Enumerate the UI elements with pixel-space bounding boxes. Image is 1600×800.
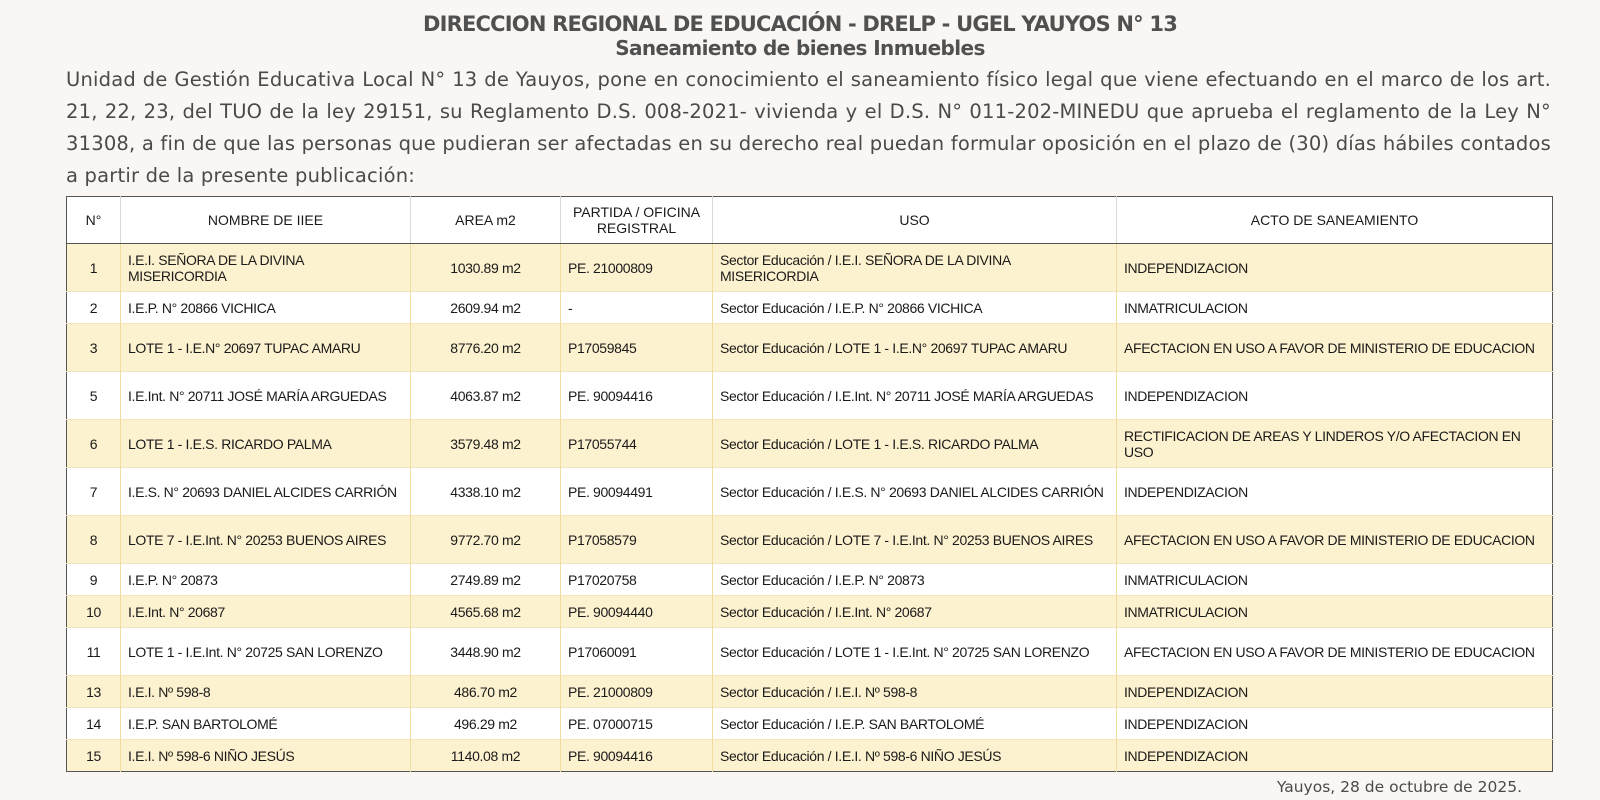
cell-acto: AFECTACION EN USO A FAVOR DE MINISTERIO DE EDUCACION xyxy=(1117,516,1553,564)
table-row xyxy=(67,708,1553,740)
table-row xyxy=(67,292,1553,324)
cell-uso: Sector Educación / I.E.I. SEÑORA DE LA DIVINA MISERICORDIA xyxy=(713,244,1117,292)
cell-nombre: I.E.P. SAN BARTOLOMÉ xyxy=(121,708,411,740)
properties-table xyxy=(66,196,1553,772)
cell-area: 486.70 m2 xyxy=(411,676,561,708)
cell-partida: PE. 21000809 xyxy=(561,676,713,708)
table-row xyxy=(67,372,1553,420)
cell-uso: Sector Educación / I.E.S. N° 20693 DANIEL ALCIDES CARRIÓN xyxy=(713,468,1117,516)
cell-partida: P17059845 xyxy=(561,324,713,372)
cell-area: 1140.08 m2 xyxy=(411,740,561,772)
cell-nombre: I.E.S. N° 20693 DANIEL ALCIDES CARRIÓN xyxy=(121,468,411,516)
cell-nombre: I.E.I. Nº 598-8 xyxy=(121,676,411,708)
cell-partida: PE. 07000715 xyxy=(561,708,713,740)
cell-uso: Sector Educación / I.E.P. N° 20866 VICHICA xyxy=(713,292,1117,324)
cell-uso: Sector Educación / I.E.I. Nº 598-8 xyxy=(713,676,1117,708)
cell-number: 8 xyxy=(67,516,121,564)
cell-nombre: I.E.P. N° 20866 VICHICA xyxy=(121,292,411,324)
cell-acto: AFECTACION EN USO A FAVOR DE MINISTERIO DE EDUCACION xyxy=(1117,628,1553,676)
cell-uso: Sector Educación / LOTE 1 - I.E.N° 20697 TUPAC AMARU xyxy=(713,324,1117,372)
cell-acto: INMATRICULACION xyxy=(1117,596,1553,628)
table-row xyxy=(67,740,1553,772)
table-row xyxy=(67,468,1553,516)
cell-partida: P17055744 xyxy=(561,420,713,468)
column-header-nombre: NOMBRE DE IIEE xyxy=(121,197,411,244)
cell-number: 7 xyxy=(67,468,121,516)
cell-nombre: I.E.I. SEÑORA DE LA DIVINA MISERICORDIA xyxy=(121,244,411,292)
column-header-uso: USO xyxy=(713,197,1117,244)
cell-acto: INDEPENDIZACION xyxy=(1117,468,1553,516)
cell-partida: PE. 90094416 xyxy=(561,740,713,772)
cell-number: 3 xyxy=(67,324,121,372)
cell-area: 4338.10 m2 xyxy=(411,468,561,516)
page-title: DIRECCION REGIONAL DE EDUCACIÓN - DRELP - UGEL YAUYOS N° 13 xyxy=(422,12,1178,36)
cell-uso: Sector Educación / LOTE 7 - I.E.Int. N° 20253 BUENOS AIRES xyxy=(713,516,1117,564)
cell-number: 13 xyxy=(67,676,121,708)
cell-area: 4565.68 m2 xyxy=(411,596,561,628)
table-row xyxy=(67,676,1553,708)
cell-nombre: I.E.P. N° 20873 xyxy=(121,564,411,596)
table-header-row xyxy=(67,197,1553,244)
cell-partida: - xyxy=(561,292,713,324)
table-row xyxy=(67,516,1553,564)
column-header-area: AREA m2 xyxy=(411,197,561,244)
cell-partida: P17060091 xyxy=(561,628,713,676)
table-row xyxy=(67,324,1553,372)
cell-acto: INDEPENDIZACION xyxy=(1117,372,1553,420)
page-subtitle: Saneamiento de bienes Inmuebles xyxy=(615,36,985,60)
cell-uso: Sector Educación / I.E.Int. N° 20711 JOSÉ MARÍA ARGUEDAS xyxy=(713,372,1117,420)
cell-area: 2609.94 m2 xyxy=(411,292,561,324)
cell-uso: Sector Educación / I.E.P. SAN BARTOLOMÉ xyxy=(713,708,1117,740)
cell-number: 11 xyxy=(67,628,121,676)
table-row xyxy=(67,244,1553,292)
cell-nombre: I.E.I. Nº 598-6 NIÑO JESÚS xyxy=(121,740,411,772)
cell-partida: PE. 90094440 xyxy=(561,596,713,628)
cell-partida: PE. 90094491 xyxy=(561,468,713,516)
column-header-acto: ACTO DE SANEAMIENTO xyxy=(1117,197,1553,244)
cell-number: 6 xyxy=(67,420,121,468)
cell-nombre: I.E.Int. N° 20711 JOSÉ MARÍA ARGUEDAS xyxy=(121,372,411,420)
cell-acto: INDEPENDIZACION xyxy=(1117,740,1553,772)
cell-nombre: LOTE 1 - I.E.N° 20697 TUPAC AMARU xyxy=(121,324,411,372)
cell-partida: P17020758 xyxy=(561,564,713,596)
cell-uso: Sector Educación / I.E.Int. N° 20687 xyxy=(713,596,1117,628)
cell-area: 4063.87 m2 xyxy=(411,372,561,420)
table-row xyxy=(67,628,1553,676)
cell-acto: INMATRICULACION xyxy=(1117,292,1553,324)
cell-area: 8776.20 m2 xyxy=(411,324,561,372)
cell-uso: Sector Educación / I.E.I. Nº 598-6 NIÑO JESÚS xyxy=(713,740,1117,772)
cell-number: 10 xyxy=(67,596,121,628)
cell-area: 3448.90 m2 xyxy=(411,628,561,676)
column-header-partida: PARTIDA / OFICINA REGISTRAL xyxy=(561,197,713,244)
cell-uso: Sector Educación / LOTE 1 - I.E.Int. N° 20725 SAN LORENZO xyxy=(713,628,1117,676)
cell-number: 14 xyxy=(67,708,121,740)
cell-nombre: LOTE 7 - I.E.Int. N° 20253 BUENOS AIRES xyxy=(121,516,411,564)
cell-nombre: LOTE 1 - I.E.Int. N° 20725 SAN LORENZO xyxy=(121,628,411,676)
cell-acto: INMATRICULACION xyxy=(1117,564,1553,596)
column-header-number: N° xyxy=(67,197,121,244)
cell-area: 3579.48 m2 xyxy=(411,420,561,468)
cell-acto: INDEPENDIZACION xyxy=(1117,708,1553,740)
cell-nombre: LOTE 1 - I.E.S. RICARDO PALMA xyxy=(121,420,411,468)
table-row xyxy=(67,596,1553,628)
cell-area: 9772.70 m2 xyxy=(411,516,561,564)
cell-acto: RECTIFICACION DE AREAS Y LINDEROS Y/O AFECTACION EN USO xyxy=(1117,420,1553,468)
cell-nombre: I.E.Int. N° 20687 xyxy=(121,596,411,628)
cell-partida: PE. 90094416 xyxy=(561,372,713,420)
table-row xyxy=(67,564,1553,596)
cell-number: 1 xyxy=(67,244,121,292)
cell-area: 496.29 m2 xyxy=(411,708,561,740)
footer-date: Yauyos, 28 de octubre de 2025. xyxy=(1276,778,1522,796)
cell-acto: INDEPENDIZACION xyxy=(1117,676,1553,708)
cell-uso: Sector Educación / LOTE 1 - I.E.S. RICARDO PALMA xyxy=(713,420,1117,468)
table-row xyxy=(67,420,1553,468)
cell-number: 15 xyxy=(67,740,121,772)
cell-number: 5 xyxy=(67,372,121,420)
intro-paragraph: Unidad de Gestión Educativa Local N° 13 de Yauyos, pone en conocimiento el saneamiento físico legal que viene efectuando en el marco de los art. 21, 22, 23, del TUO de la ley 29151, su Reglamento D.S. 008-2021- vivienda y el D.S. N° 011-202-MINEDU que aprueba el reglamento de la Ley N° 31308, a fin de que las personas que pudieran ser afectadas en su derecho real puedan formular oposición en el plazo de (30) días hábiles contados a partir de la presente publicación: xyxy=(66,68,1551,187)
cell-acto: INDEPENDIZACION xyxy=(1117,244,1553,292)
cell-area: 2749.89 m2 xyxy=(411,564,561,596)
cell-partida: P17058579 xyxy=(561,516,713,564)
cell-area: 1030.89 m2 xyxy=(411,244,561,292)
cell-uso: Sector Educación / I.E.P. N° 20873 xyxy=(713,564,1117,596)
cell-number: 9 xyxy=(67,564,121,596)
cell-number: 2 xyxy=(67,292,121,324)
cell-acto: AFECTACION EN USO A FAVOR DE MINISTERIO DE EDUCACION xyxy=(1117,324,1553,372)
cell-partida: PE. 21000809 xyxy=(561,244,713,292)
